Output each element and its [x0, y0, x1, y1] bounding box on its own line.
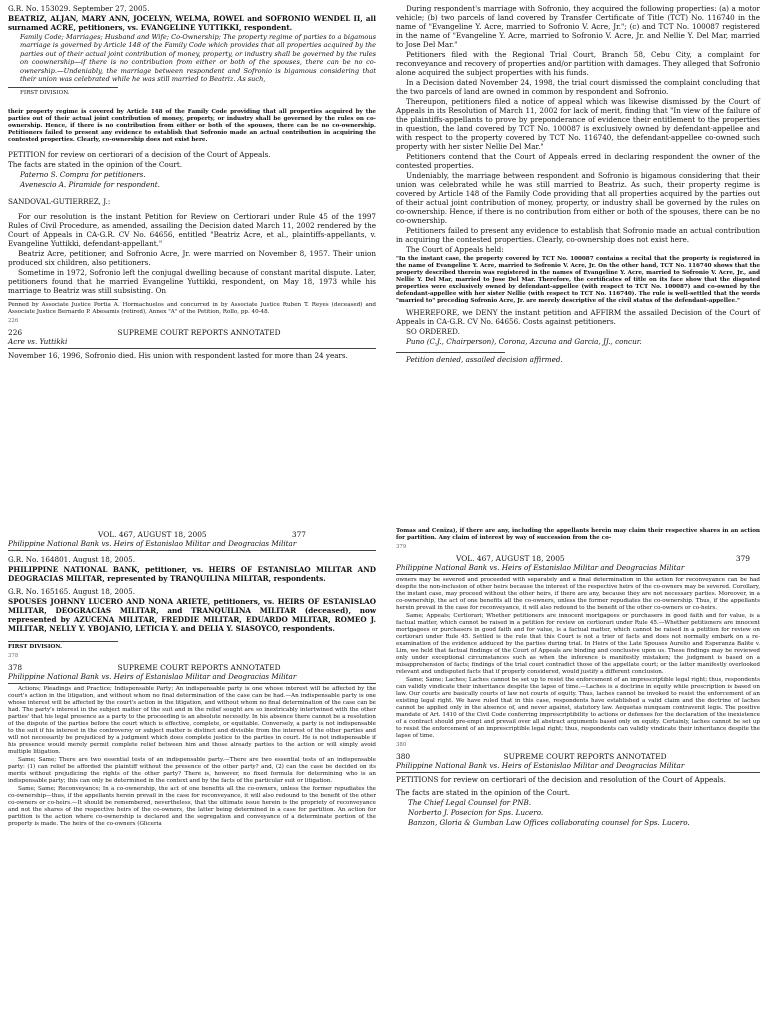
- opinion-para-9: Undeniably, the marriage between respondent and Sofronio is bigamous considering that their union was celebrated while he was still married to Beatriz. As such, their property regime is covered by Article 148 of the Family Code providing that all properties acquired by the parties out of their actual joint contribution of money, property, or industry shall be governed by the rules on co-ownership. Hence, if there is no contribution from either or both of the spouses, there can be no co-ownership.: [396, 171, 760, 225]
- counsel-respondent: Avenescio A. Piramide for respondent.: [20, 180, 160, 190]
- running-head-378: [8, 663, 376, 672]
- running-page-377: 377: [291, 530, 306, 539]
- running-title-380: SUPREME COURT REPORTS ANNOTATED: [503, 752, 667, 761]
- petitions-line: PETITIONS for review on certiorari of the decision and resolution of the Court of Appeals.: [396, 775, 726, 784]
- running-page-378: 378: [8, 663, 23, 672]
- footnote-rule: [8, 87, 118, 88]
- opinion-para-2: Beatriz Acre, petitioner, and Sofronio Acre, Jr. were married on November 8, 1957. Their union produced six children, also petitioners.: [8, 249, 376, 268]
- division-note: FIRST DIVISION.: [20, 90, 70, 97]
- syllabus-laches: Same; Same; Laches; Laches cannot be set up to resist the enforcement of an imprescriptible legal right; thus, respondents can validly vindicate their inheritance despite the lapse of time.—Laches is a doctrine in equity while prescription is based on law. Our courts are basically courts of law not courts of equity. Thus, laches cannot be invoked to resist the enforcement of an existing legal right. We have ruled that in this case, respondents have established a valid claim and the doctrine of laches cannot be applied only in the absence of, and never against, statutory law. Aequetas nunquam contravenit legis. The positive mandate of Art. 1410 of the Civil Code conferring imprescriptibility to actions or defenses for the declaration of the inexistence of a contract should pre-empt and prevail over all abstract arguments based only on equity. Certainly, laches cannot be set up to resist the enforcement of an imprescriptible legal right; thus, respondents can validly vindicate their inheritance despite the lapse of time.: [396, 677, 760, 739]
- running-page-379: 379: [735, 554, 750, 563]
- running-case-378: Philippine National Bank vs. Heirs of Estanislao Militar and Deogracias Militar: [8, 672, 297, 681]
- counsel-collaborating: Banzon, Gloria & Gumban Law Offices collaborating counsel for Sps. Lucero.: [408, 818, 690, 827]
- running-title-379: VOL. 467, AUGUST 18, 2005: [456, 554, 565, 563]
- top-right-column: [396, 4, 760, 365]
- footnote-rule-2: [8, 299, 118, 300]
- syllabus-indispensable: Actions; Pleadings and Practice; Indispensable Party; An indispensable party is one whose interest will be affected by the court's action in the litigation, and without whom no final determination of the case can be had.—An indispensable party is one whose interest will be affected by the court's action in the litigation, and without whom no final determination of the case can be had. The party's interest in the subject matter of the suit and in the relief sought are so inextricably intertwined with the other parties' that his legal presence as a party to the proceeding is an absolute necessity. In his absence there cannot be a resolution of the dispute of the parties before the court which is effective, complete, or equitable. Conversely, a party is not indispensable to the suit if his interest in the controversy or subject matter is distinct and divisible from the interest of the other parties and will not necessarily be prejudiced by a judgment which does complete justice to the parties in court. He is not indispensable if his presence would merely permit complete relief between him and those already parties to the action or will simply avoid multiple litigation.: [8, 686, 376, 755]
- bottom-right-column: [396, 528, 760, 828]
- opinion-para-10: Petitioners failed to present any evidence to establish that Sofronio made an actual contribution in acquiring the contested properties. Clearly, co-ownership does not exist here.: [396, 226, 760, 244]
- running-rule-377: [8, 550, 376, 551]
- running-title: SUPREME COURT REPORTS ANNOTATED: [117, 328, 281, 338]
- running-head-377: [8, 530, 376, 539]
- facts-line: The facts are stated in the opinion of the Court.: [8, 160, 182, 170]
- disposition-note: Petition denied, assailed decision affirmed.: [406, 355, 563, 364]
- opinion-para-6: In a Decision dated November 24, 1998, the trial court dismissed the complaint concluding that the two parcels of land are owned in common by respondent and Sofronio.: [396, 78, 760, 96]
- page-number-379: 379: [396, 544, 407, 550]
- case-number-2: G.R. No. 165165. August 18, 2005.: [8, 587, 136, 596]
- top-left-column: [8, 4, 376, 361]
- syllabus-coownership: Same; Same; Reconveyance; In a co-ownership, the act of one benefits all the co-owners, unless the former repudiates the co-ownership—thus, if the appellants herein prevail in the case for reconveyance, it will also redound to the benefit of the other co-owners or co-heirs.—It should be remembered, nevertheless, that the ultimate issue herein is the propriety of reconveyance and not the shares of the respective heirs of the co-owners, the latter being determined in a case for partition. An action for partition is the action where co-ownership is declared and the segregation and conveyance of a determinate portion of the property is made. The heirs of the co-owners (Gliceria: [8, 786, 376, 827]
- running-title-377: VOL. 467, AUGUST 18, 2005: [98, 530, 207, 539]
- running-case-380: Philippine National Bank vs. Heirs of Estanislao Militar and Deogracias Militar: [396, 761, 685, 770]
- case-number-1: G.R. No. 164801. August 18, 2005.: [8, 555, 136, 564]
- page-number-380: 380: [396, 742, 407, 748]
- running-head-379: [396, 554, 760, 563]
- running-rule-378: [8, 683, 376, 684]
- facts-line-2: The facts are stated in the opinion of the Court.: [396, 788, 570, 797]
- continuation-para: November 16, 1996, Sofronio died. His union with respondent lasted for more than 24 years.: [8, 351, 348, 361]
- page-number-226: 226: [8, 318, 19, 325]
- case-parties: BEATRIZ, ALJAN, MARY ANN, JOCELYN, WELMA, ROWEL and SOFRONIO WENDEL II, all surnamed ACRE, petitioners, vs. EVANGELINE YUTTIKKI, respondent.: [8, 14, 376, 32]
- running-title-378: SUPREME COURT REPORTS ANNOTATED: [117, 663, 281, 672]
- syllabus-tests: Same; Same; There are two essential tests of an indispensable party.—There are two essential tests of an indispensable party: (1) can relief be afforded the plaintiff without the presence of the other party? and, (2) can the case be decided on its merits without prejudicing the rights of the other party? There is, however, no fixed formula for determining who is an indispensable party; this can only be determined in the context and by the facts of the particular suit or litigation.: [8, 757, 376, 784]
- syllabus-continued: their property regime is covered by Article 148 of the Family Code providing that all properties acquired by the parties out of their actual joint contribution of money, property, or industry shall be governed by the rules on co-ownership. Hence, if there is no contribution from either or both of the spouses, there can be no co-ownership. Petitioners failed to present any evidence to establish that Sofronio made an actual contribution in acquiring the contested properties. Clearly, co-ownership does not exist here.: [8, 109, 376, 144]
- running-rule-379: [396, 574, 760, 575]
- footnote-rule-3: [8, 641, 118, 642]
- case-number: G.R. No. 153029. September 27, 2005.: [8, 4, 150, 13]
- concurrence: Puno (C.J., Chairperson), Corona, Azcuna and Garcia, JJ., concur.: [406, 337, 642, 346]
- case-parties-1: PHILIPPINE NATIONAL BANK, petitioner, vs. HEIRS OF ESTANISLAO MILITAR AND DEOGRACIAS MILITAR, represented by TRANQUILINA MILITAR, respondents.: [8, 565, 376, 583]
- dispositive: WHEREFORE, we DENY the instant petition and AFFIRM the assailed Decision of the Court of Appeals in CA-G.R. CV No. 64656. Costs against petitioners.: [396, 308, 760, 326]
- running-case-379: Philippine National Bank vs. Heirs of Estanislao Militar and Deogracias Militar: [396, 563, 685, 572]
- counsel-lucero: Norberto J. Posecion for Sps. Lucero.: [408, 808, 544, 817]
- footnote: Penned by Associate Justice Portia A. Hormachuelos and concurred in by Associate Justice Ruben T. Reyes (deceased) and Associate Justice Bernardo P. Abesamis (retired), Annex "A" of the Petition, Rollo, pp. 40-48.: [8, 302, 376, 316]
- running-page: 226: [8, 328, 23, 338]
- opinion-para-1: For our resolution is the instant Petition for Review on Certiorari under Rule 45 of the 1997 Rules of Civil Procedure, as amended, assailing the Decision dated March 11, 2002 rendered by the Court of Appeals in CA-G.R. CV No. 64656, entitled "Beatriz Acre, et al., plaintiffs-appellants, v. Evangeline Yuttikki, defendant-appellant.": [8, 212, 376, 249]
- running-page-380: 380: [396, 752, 411, 761]
- running-case-377: Philippine National Bank vs. Heirs of Estanislao Militar and Deogracias Militar: [8, 539, 297, 548]
- opinion-para-5: Petitioners filed with the Regional Trial Court, Branch 58, Cebu City, a complaint for reconveyance and recovery of properties and/or partition with damages. They alleged that Sofronio alone acquired the subject properties with his funds.: [396, 50, 760, 77]
- opinion-para-11: The Court of Appeals held:: [406, 245, 504, 254]
- opinion-para-7: Thereupon, petitioners filed a notice of appeal which was likewise dismissed by the Court of Appeals in its Resolution of March 11, 2002 for lack of merit, finding that "In view of the failure of the plaintiffs-appellants to prove by preponderance of evidence their entitlement to the properties in question, the land covered by TCT No. 100087 is exclusively owned by defendant-appellee and with respect to the property covered by TCT No. 116740, the defendant-appellee co-owned such property with her sister Nellie Del Mar.": [396, 97, 760, 151]
- quoted-holding: "In the instant case, the property covered by TCT No. 100087 contains a recital that the property is registered in the name of Evangeline Y. Acre, married to Sofronio V. Acre, Jr. On the other hand, TCT No. 116740 shows that the property described therein was registered in the names of Evangeline Y. Acre, married to Sofronio V. Acre, Jr., and Nellie Y. Del Mar, married to Jose Del Mar. Therefore, the certificates of title on its face show that the disputed properties were exclusively owned by defendant-appellee (with respect to TCT No. 100087) and co-owned by the defendant-appellee with her sister Nellie (with respect to TCT No. 116740). The rule is well-settled that the words "married to" preceding Sofronio Acre, Jr. are merely descriptive of the civil status of the defendant-appellee.": [396, 256, 760, 304]
- division-note-2: FIRST DIVISION.: [8, 644, 63, 650]
- petition-line: PETITION for review on certiorari of a decision of the Court of Appeals.: [8, 150, 271, 160]
- so-ordered: SO ORDERED.: [406, 327, 460, 336]
- running-head: [8, 328, 376, 337]
- carryover-text: Tomas and Ceniza), if there are any, including the appellants herein may claim their respective shares in an action for partition. Any claim of interest by way of succession from the co-: [396, 528, 760, 541]
- syllabus-severance: owners may be severed and proceeded with separately and a final determination in the action for reconveyance can be had despite the non-inclusion of other heirs because the interest of the respective heirs of the co-owners may be severed. Corollary, the instant case, may proceed without the other heirs, if there are any, because they are not necessary parties. Moreover, in a co-ownership, the act of one benefits all the co-owners, unless the former repudiates the co-ownership. Thus, if the appellants herein prevail in the case for reconveyance, it will also redound to the benefit of the other co-owners or co-heirs.: [396, 577, 760, 611]
- counsel-pnb: The Chief Legal Counsel for PNB.: [408, 798, 532, 807]
- end-rule: [396, 352, 505, 353]
- running-rule-380: [396, 772, 760, 773]
- opinion-para-4: During respondent's marriage with Sofronio, they acquired the following properties: (a) a motor vehicle; (b) two parcels of land covered by Transfer Certificate of Title (TCT) No. 116740 in the name of "Evangeline Y. Acre, married to Sofronio V. Acre, Jr."; (c) and TCT No. 100087 registered in the name of "Evangeline Y. Acre, married to Sofronio V. Acre, Jr. and Nellie Y. Del Mar, married to Jose Del Mar.": [396, 4, 760, 49]
- syllabus-factual: Same; Appeals; Certiorari; Whether petitioners are innocent mortgagees or purchasers in good faith and for value, is a factual matter, which cannot be raised in a petition for review on certiorari under Rule 45.—Whether petitioners are innocent mortgagees or purchasers in good faith and for value, is a factual matter, which cannot be raised in a petition for review on certiorari under Rule 45. Settled is the rule that this Court is not a trier of facts and does not normally embark on a re-examination of the evidence adduced by the parties during trial. In Heirs of the Late Spouses Aurelio and Esperanza Balite v. Lim, we held that factual findings of the Court of Appeals are binding and conclusive upon us. These findings may be reviewed only under exceptional circumstances such as when the inference is manifestly mistaken; the judgment is based on a misapprehension of facts; findings of the trial court contradict those of the appellate court; or the latter manifestly overlooked relevant and undisputed facts that if properly considered, would justify a different conclusion.: [396, 613, 760, 675]
- opinion-para-3: Sometime in 1972, Sofronio left the conjugal dwelling because of constant marital dispute. Later, petitioners found that he married Evangeline Yuttikki, respondent, on May 18, 1973 while his marriage to Beatriz was still subsisting. On: [8, 268, 376, 296]
- counsel-petitioners: Paterno S. Compra for petitioners.: [20, 170, 146, 180]
- running-head-380: [396, 752, 760, 761]
- opinion-para-8: Petitioners contend that the Court of Appeals erred in declaring respondent the owner of the contested properties.: [396, 152, 760, 170]
- running-case: Acre vs. Yuttikki: [8, 337, 68, 347]
- case-parties-2: SPOUSES JOHNNY LUCERO AND NONA ARIETE, petitioners, vs. HEIRS OF ESTANISLAO MILITAR, DEOGRACIAS MILITAR, and TRANQUILINA MILITAR (deceased), now represented by AZUCENA MILITAR, FREDDIE MILITAR, EDUARDO MILITAR, ROMEO J. MILITAR, NELLY Y. YBOJANIO, LETICIA Y. and DELIA Y. SIASOYCO, respondents.: [8, 597, 376, 633]
- ponente: SANDOVAL-GUTIERREZ, J.:: [8, 197, 111, 207]
- page-number-378: 378: [8, 653, 19, 659]
- syllabus: Family Code; Marriages; Husband and Wife; Co-Ownership; The property regime of parties to a bigamous marriage is governed by Article 148 of the Family Code which provides that all properties acquired by the parties out of their actual joint contribution of money, property, or industry shall be governed by the rules on coownership—if there is no contribution from either or both of the spouses, there can be no co-ownership.—Undeniably, the marriage between respondent and Sofronio is bigamous considering that their union was celebrated while he was still married to Beatriz. As such,: [20, 33, 376, 84]
- running-rule: [8, 348, 376, 349]
- bottom-left-column: [8, 528, 376, 829]
